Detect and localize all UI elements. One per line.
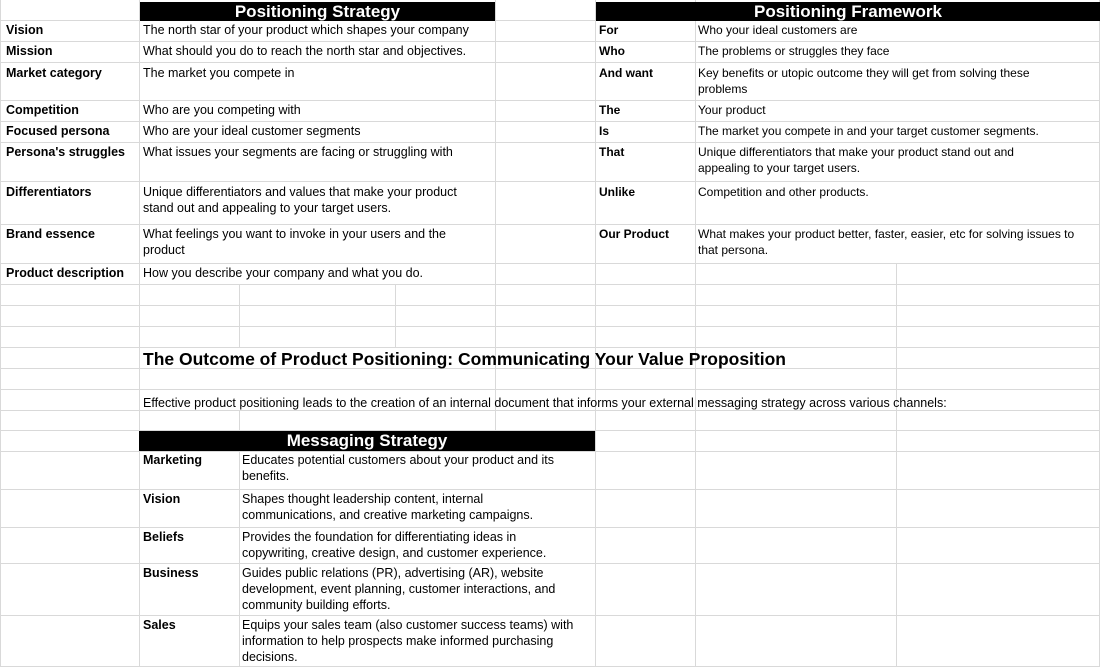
messaging-strategy-header: Messaging Strategy <box>139 431 595 451</box>
strategy-desc-mission: What should you do to reach the north star and objectives. <box>143 44 467 58</box>
framework-label-and-want: And want <box>599 66 653 80</box>
strategy-label-market-category: Market category <box>6 66 102 80</box>
framework-desc-that: Unique differentiators that make your product stand out and appealing to your target users. <box>698 145 1014 175</box>
messaging-desc-vision: Shapes thought leadership content, internal communications, and creative marketing campaigns. <box>242 492 534 522</box>
framework-desc-our-product: What makes your product better, faster, easier, etc for solving issues to that persona. <box>698 227 1075 257</box>
strategy-desc-differentiators: Unique differentiators and values that make your product stand out and appealing to your target users. <box>143 185 457 215</box>
messaging-desc-beliefs: Provides the foundation for differentiating ideas in copywriting, creative design, and customer experience. <box>242 530 547 560</box>
messaging-desc-business: Guides public relations (PR), advertising (AR), website development, event planning, customer interactions, and community building efforts. <box>242 566 556 612</box>
framework-label-for: For <box>599 23 619 37</box>
framework-label-is: Is <box>599 124 610 138</box>
strategy-desc-competition: Who are you competing with <box>143 103 301 117</box>
strategy-desc-focused-persona: Who are your ideal customer segments <box>143 124 361 138</box>
strategy-desc-product-description: How you describe your company and what you do. <box>143 266 424 280</box>
strategy-label-differentiators: Differentiators <box>6 185 92 199</box>
strategy-desc-market-category: The market you compete in <box>143 66 295 80</box>
framework-label-the: The <box>599 103 621 117</box>
messaging-label-sales: Sales <box>143 618 176 632</box>
positioning-strategy-header: Positioning Strategy <box>140 2 495 21</box>
outcome-heading: The Outcome of Product Positioning: Communicating Your Value Proposition <box>143 349 786 369</box>
framework-label-our-product: Our Product <box>599 227 670 241</box>
strategy-desc-brand-essence: What feelings you want to invoke in your users and the product <box>143 227 446 257</box>
framework-desc-unlike: Competition and other products. <box>698 185 869 199</box>
messaging-label-vision: Vision <box>143 492 181 506</box>
strategy-desc-vision: The north star of your product which shapes your company <box>143 23 469 37</box>
strategy-label-focused-persona: Focused persona <box>6 124 110 138</box>
framework-desc-is: The market you compete in and your target customer segments. <box>698 124 1039 138</box>
strategy-label-competition: Competition <box>6 103 79 117</box>
framework-label-who: Who <box>599 44 625 58</box>
framework-label-unlike: Unlike <box>599 185 636 199</box>
strategy-desc-persona-struggles: What issues your segments are facing or struggling with <box>143 145 453 159</box>
strategy-label-mission: Mission <box>6 44 53 58</box>
framework-desc-the: Your product <box>698 103 766 117</box>
messaging-label-business: Business <box>143 566 199 580</box>
framework-label-that: That <box>599 145 625 159</box>
outcome-intro: Effective product positioning leads to the creation of an internal document that informs your external messaging strategy across various channels: <box>143 396 947 410</box>
strategy-label-product-description: Product description <box>6 266 125 280</box>
messaging-desc-sales: Equips your sales team (also customer success teams) with information to help prospects make informed purchasing decisions. <box>242 618 574 664</box>
strategy-label-persona-struggles: Persona's struggles <box>6 145 125 159</box>
framework-desc-who: The problems or struggles they face <box>698 44 890 58</box>
messaging-label-beliefs: Beliefs <box>143 530 184 544</box>
positioning-framework-header: Positioning Framework <box>596 2 1100 21</box>
framework-desc-and-want: Key benefits or utopic outcome they will get from solving these problems <box>698 66 1030 96</box>
messaging-desc-marketing: Educates potential customers about your product and its benefits. <box>242 453 554 483</box>
framework-desc-for: Who your ideal customers are <box>698 23 858 37</box>
messaging-label-marketing: Marketing <box>143 453 203 467</box>
strategy-label-vision: Vision <box>6 23 44 37</box>
strategy-label-brand-essence: Brand essence <box>6 227 95 241</box>
